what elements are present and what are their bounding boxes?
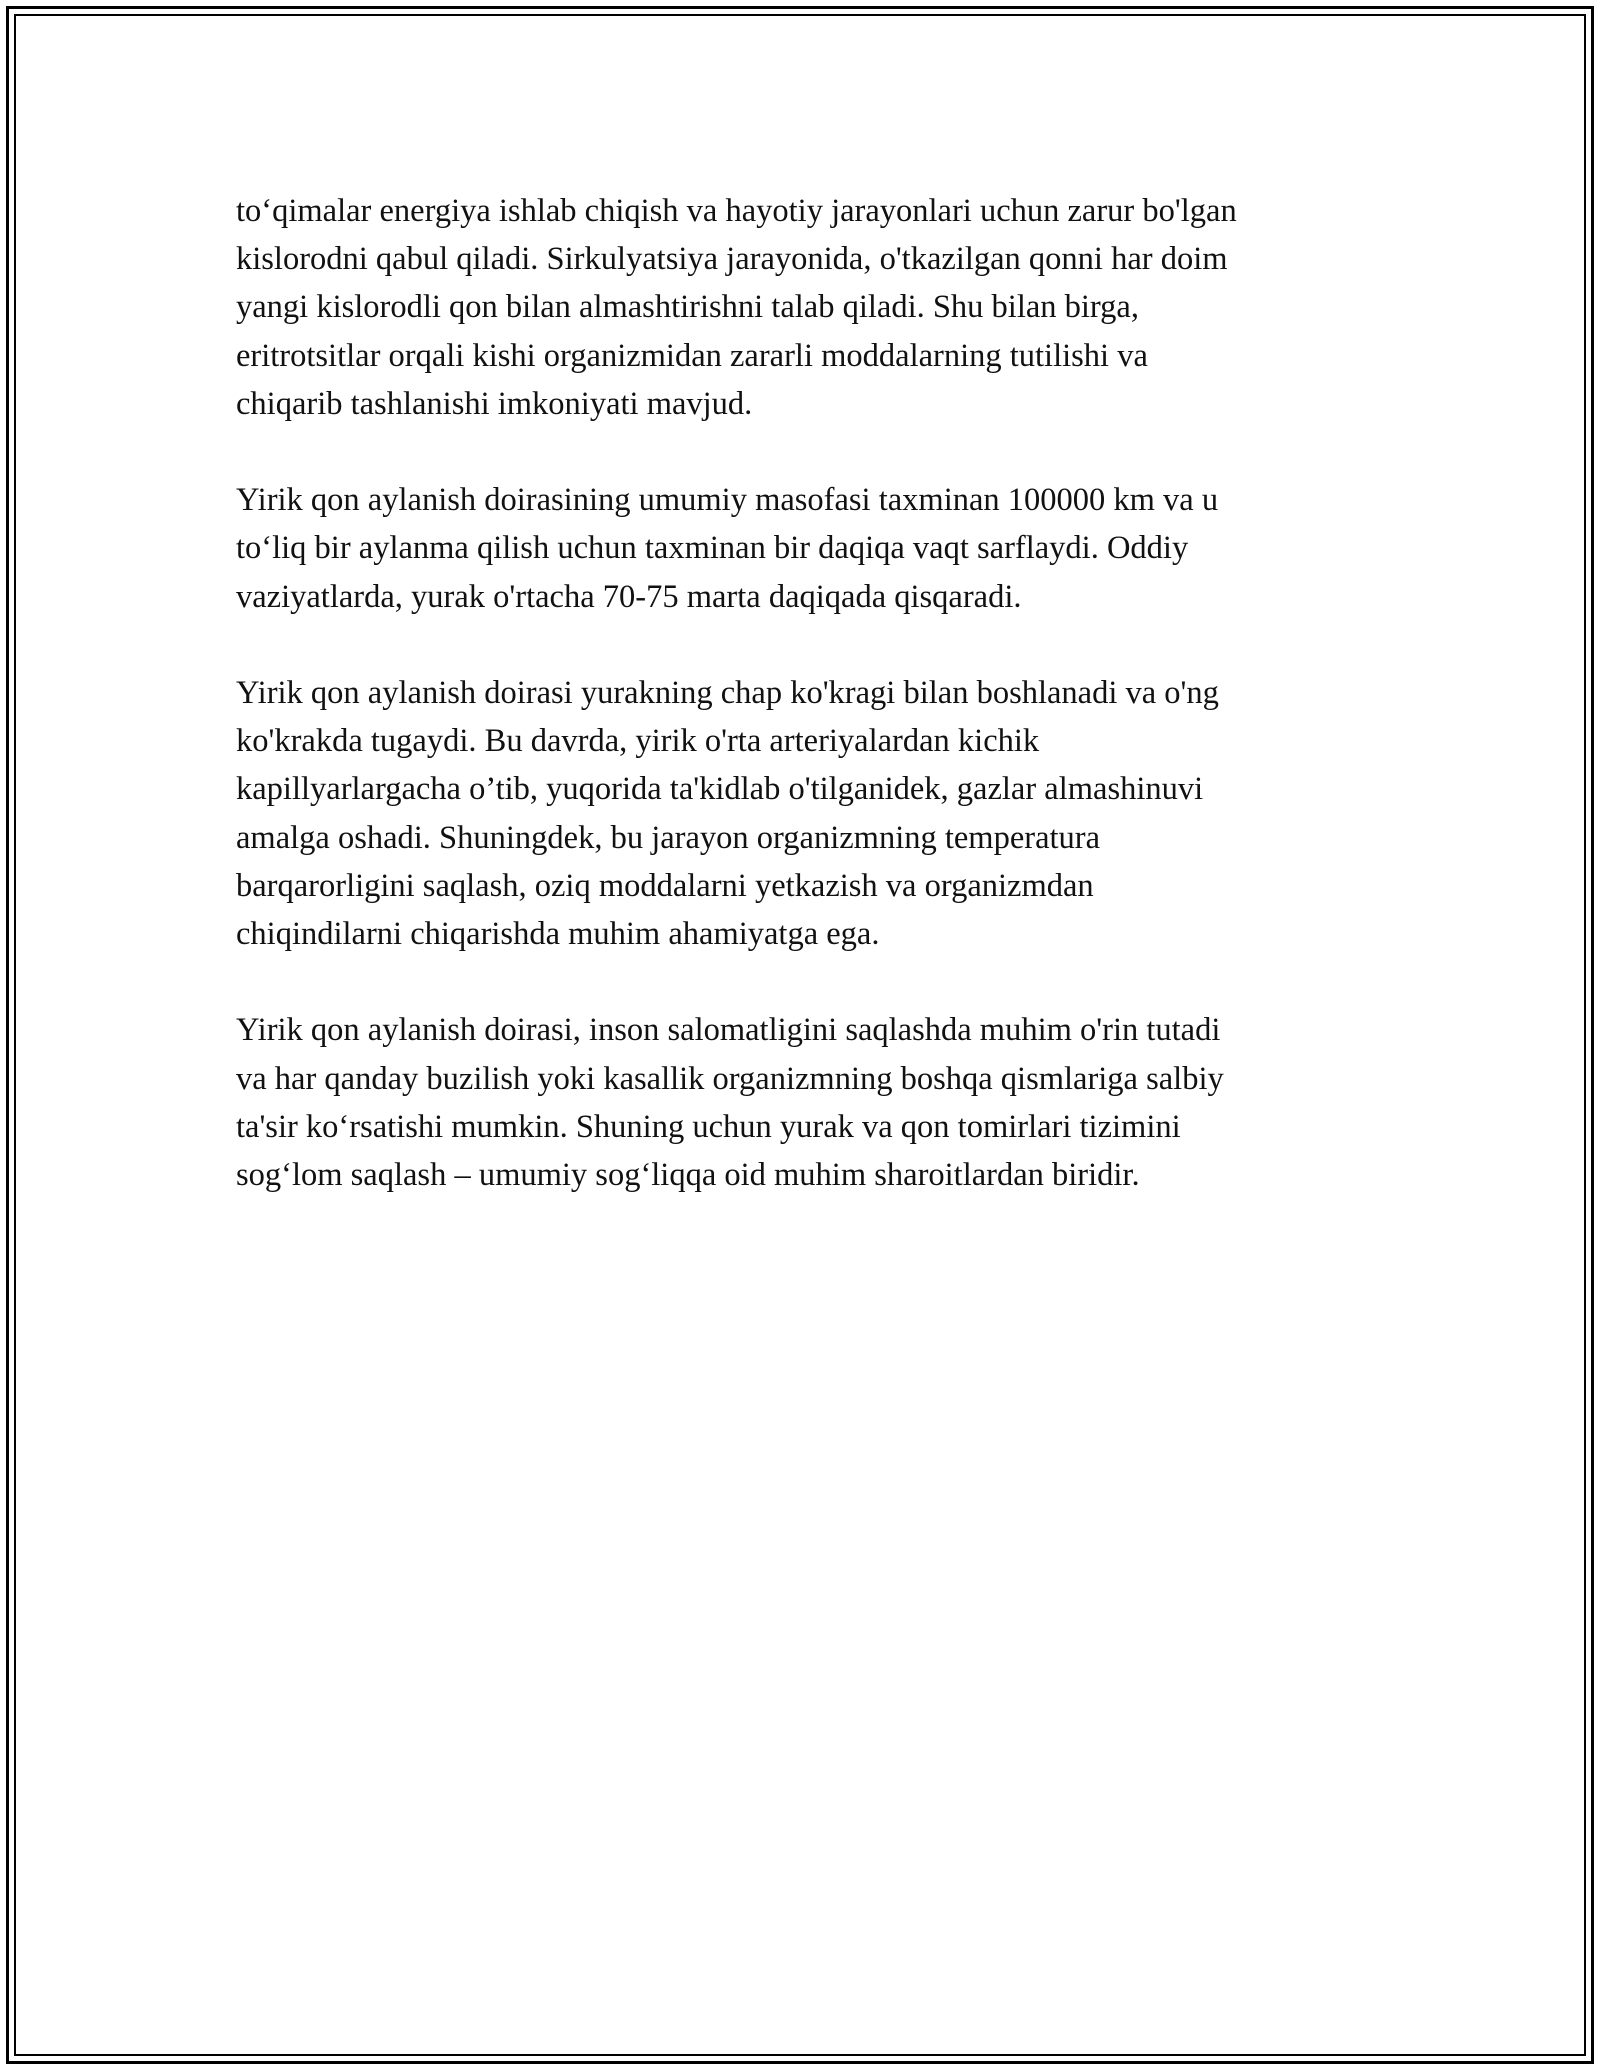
text-line: ta'sir ko‘rsatishi mumkin. Shuning uchun yurak va qon tomirlari tizimini: [236, 1108, 1181, 1145]
text-line: chiqindilarni chiqarishda muhim ahamiyatga ega.: [236, 916, 880, 953]
text-line: sog‘lom saqlash – umumiy sog‘liqqa oid muhim sharoitlardan biridir.: [236, 1157, 1140, 1194]
text-line: to‘liq bir aylanma qilish uchun taxminan bir daqiqa vaqt sarflaydi. Oddiy: [236, 530, 1189, 567]
paragraph-4: [236, 1006, 1366, 1199]
document-body: [236, 187, 1366, 1247]
text-line: Yirik qon aylanish doirasi, inson salomatligini saqlashda muhim o'rin tutadi: [236, 1012, 1221, 1049]
paragraph-2: [236, 476, 1366, 621]
text-line: chiqarib tashlanishi imkoniyati mavjud.: [236, 385, 753, 422]
text-line: kapillyarlargacha o’tib, yuqorida ta'kidlab o'tilganidek, gazlar almashinuvi: [236, 771, 1204, 808]
text-line: to‘qimalar energiya ishlab chiqish va hayotiy jarayonlari uchun zarur bo'lgan: [236, 193, 1237, 229]
text-line: amalga oshadi. Shuningdek, bu jarayon organizmning temperatura: [236, 819, 1101, 856]
text-line: vaziyatlarda, yurak o'rtacha 70-75 marta daqiqada qisqaradi.: [236, 578, 1022, 615]
text-line: eritrotsitlar orqali kishi organizmidan zararli moddalarning tutilishi va: [236, 337, 1148, 374]
paragraph-3: [236, 669, 1366, 958]
text-line: kislorodni qabul qiladi. Sirkulyatsiya jarayonida, o'tkazilgan qonni har doim: [236, 241, 1228, 278]
text-line: yangi kislorodli qon bilan almashtirishni talab qiladi. Shu bilan birga,: [236, 289, 1139, 326]
text-line: barqarorligini saqlash, oziq moddalarni yetkazish va organizmdan: [236, 867, 1094, 904]
text-line: Yirik qon aylanish doirasining umumiy masofasi taxminan 100000 km va u: [236, 482, 1219, 519]
text-line: ko'krakda tugaydi. Bu davrda, yirik o'rta arteriyalardan kichik: [236, 723, 1040, 760]
paragraph-1: [236, 187, 1366, 428]
text-line: va har qanday buzilish yoki kasallik organizmning boshqa qismlariga salbiy: [236, 1060, 1224, 1097]
text-line: Yirik qon aylanish doirasi yurakning chap ko'kragi bilan boshlanadi va o'ng: [236, 675, 1219, 711]
